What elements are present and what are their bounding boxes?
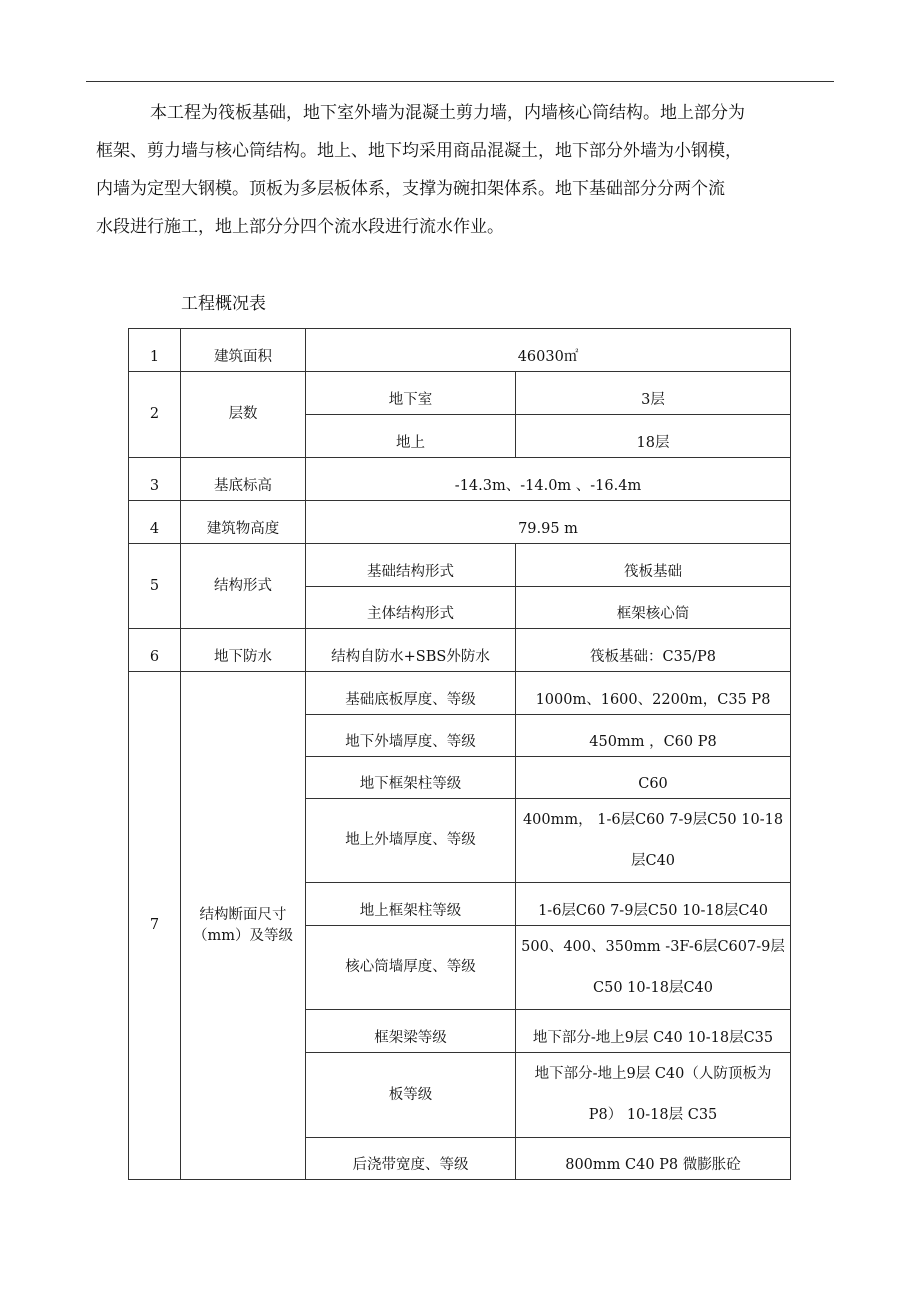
item-value: 筏板基础 xyxy=(516,544,791,587)
item-name: 基底标高 xyxy=(181,458,306,501)
table-row xyxy=(129,501,791,544)
item-value xyxy=(516,926,791,1010)
sub-item: 地上框架柱等级 xyxy=(306,883,516,926)
row-number: 5 xyxy=(129,544,181,629)
item-value: 1000m、1600、2200m，C35 P8 xyxy=(516,672,791,715)
paragraph-line: 内墙为定型大钢模。顶板为多层板体系，支撑为碗扣架体系。地下基础部分分两个流 xyxy=(96,179,725,199)
intro-paragraph xyxy=(96,94,806,246)
item-value: 1-6层C60 7-9层C50 10-18层C40 xyxy=(516,883,791,926)
item-value: 筏板基础：C35/P8 xyxy=(516,629,791,672)
sub-item: 地上外墙厚度、等级 xyxy=(306,799,516,883)
table-row xyxy=(129,372,791,415)
sub-item: 地上 xyxy=(306,415,516,458)
item-name-line: 结构断面尺寸 xyxy=(199,906,287,923)
item-value: 框架核心筒 xyxy=(516,587,791,629)
item-name: 层数 xyxy=(181,372,306,458)
row-number: 6 xyxy=(129,629,181,672)
value-line: C50 10-18层C40 xyxy=(593,979,714,996)
item-value: -14.3m、-14.0m 、-16.4m xyxy=(306,458,791,501)
item-name-line: （mm）及等级 xyxy=(193,927,293,944)
row-number: 2 xyxy=(129,372,181,458)
sub-item: 地下框架柱等级 xyxy=(306,757,516,799)
sub-item: 结构自防水+SBS外防水 xyxy=(306,629,516,672)
item-name: 结构形式 xyxy=(181,544,306,629)
row-number: 1 xyxy=(129,329,181,372)
item-value: 450mm ，C60 P8 xyxy=(516,715,791,757)
table-row xyxy=(129,672,791,715)
sub-item: 核心筒墙厚度、等级 xyxy=(306,926,516,1010)
row-number: 4 xyxy=(129,501,181,544)
table-row xyxy=(129,629,791,672)
item-name: 建筑物高度 xyxy=(181,501,306,544)
sub-item: 基础底板厚度、等级 xyxy=(306,672,516,715)
header-rule xyxy=(86,81,834,82)
item-value: 800mm C40 P8 微膨胀砼 xyxy=(516,1138,791,1180)
item-value xyxy=(516,1053,791,1138)
paragraph-line: 水段进行施工，地上部分分四个流水段进行流水作业。 xyxy=(96,217,504,237)
row-number: 3 xyxy=(129,458,181,501)
paragraph-line: 本工程为筏板基础，地下室外墙为混凝土剪力墙，内墙核心筒结构。地上部分为 xyxy=(150,103,745,123)
table-row xyxy=(129,458,791,501)
sub-item: 后浇带宽度、等级 xyxy=(306,1138,516,1180)
item-value: 46030㎡ xyxy=(306,329,791,372)
item-name: 地下防水 xyxy=(181,629,306,672)
row-number: 7 xyxy=(129,672,181,1180)
value-line: 地下部分-地上9层 C40（人防顶板为 xyxy=(534,1066,772,1082)
value-line: 400mm， 1-6层C60 7-9层C50 10-18 xyxy=(522,811,784,828)
sub-item: 地下外墙厚度、等级 xyxy=(306,715,516,757)
item-name xyxy=(181,672,306,1180)
sub-item: 板等级 xyxy=(306,1053,516,1138)
item-value: C60 xyxy=(516,757,791,799)
value-line: P8） 10-18层 C35 xyxy=(588,1107,718,1123)
value-line: 500、400、350mm -3F-6层C607-9层 xyxy=(521,938,785,955)
sub-item: 框架梁等级 xyxy=(306,1010,516,1053)
item-name: 建筑面积 xyxy=(181,329,306,372)
item-value: 18层 xyxy=(516,415,791,458)
sub-item: 主体结构形式 xyxy=(306,587,516,629)
value-line: 层C40 xyxy=(630,852,676,869)
sub-item: 地下室 xyxy=(306,372,516,415)
project-overview-table xyxy=(128,328,791,1180)
item-value: 3层 xyxy=(516,372,791,415)
item-value: 地下部分-地上9层 C40 10-18层C35 xyxy=(516,1010,791,1053)
table-row xyxy=(129,544,791,587)
item-value: 79.95 m xyxy=(306,501,791,544)
item-value xyxy=(516,799,791,883)
table-row xyxy=(129,329,791,372)
sub-item: 基础结构形式 xyxy=(306,544,516,587)
paragraph-line: 框架、剪力墙与核心筒结构。地上、地下均采用商品混凝土，地下部分外墙为小钢模， xyxy=(96,141,742,161)
table-caption: 工程概况表 xyxy=(181,294,266,314)
